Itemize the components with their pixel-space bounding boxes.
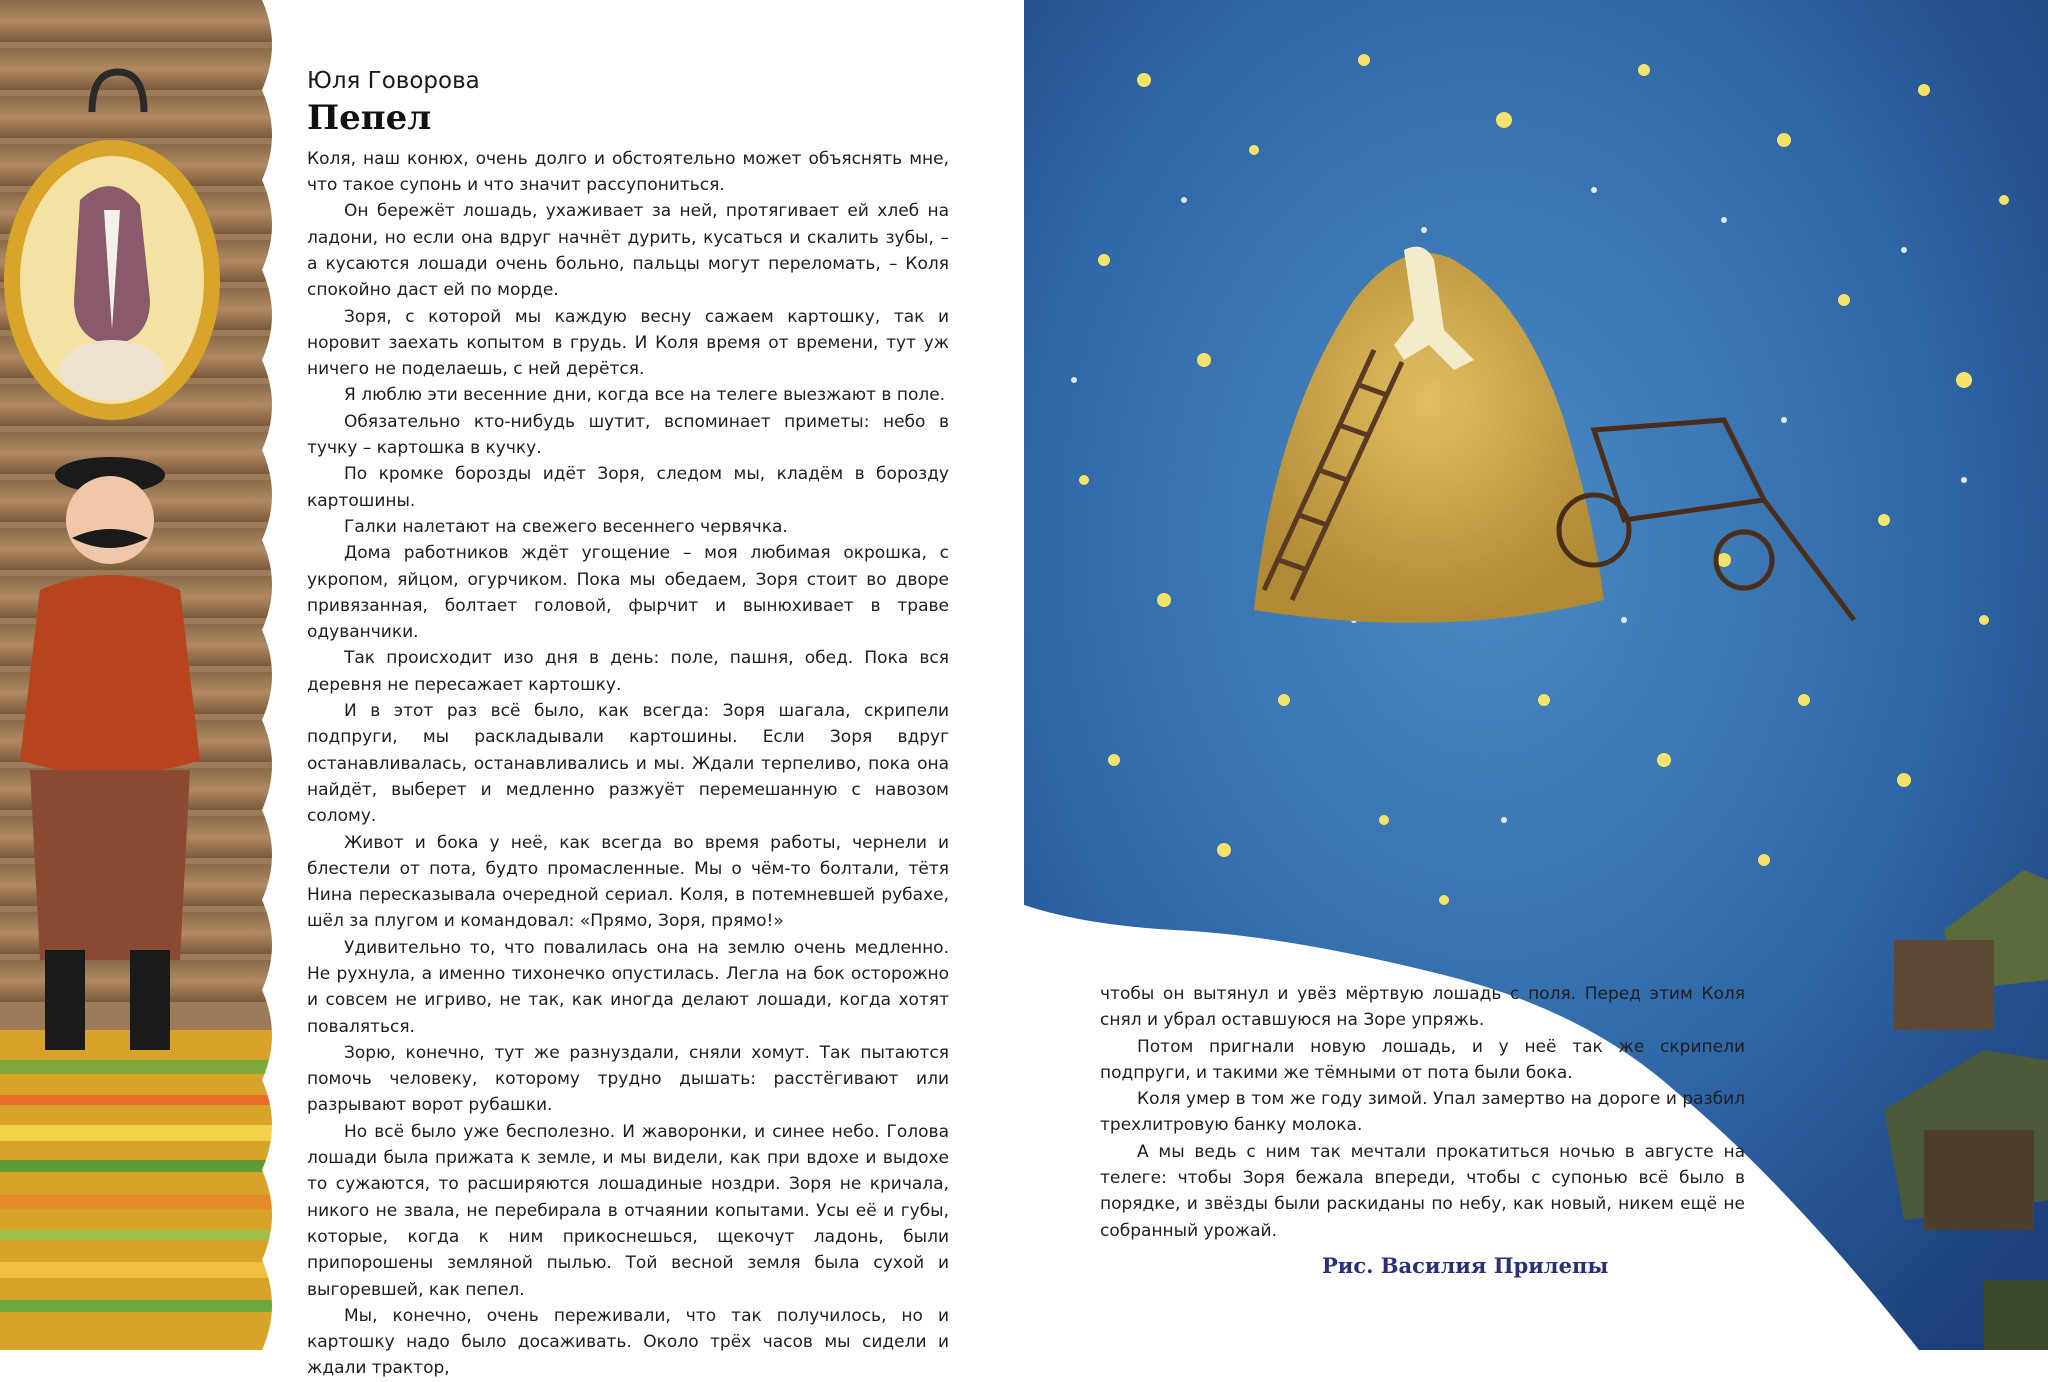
horse-portrait bbox=[4, 140, 220, 420]
paragraph: Зорю, конечно, тут же разнуздали, сняли хомут. Так пытаются помочь человеку, которому трудно дышать: расстёгивают или разрывают ворот рубашки. bbox=[307, 1042, 949, 1116]
paragraph: По кромке борозды идёт Зоря, следом мы, кладём в борозду картошины. bbox=[307, 464, 949, 511]
paragraph: Живот и бока у неё, как всегда во время работы, чернели и блестели от пота, будто промасленные. Мы о чём-то болтали, тётя Нина пересказывала очередной сериал. Коля, в потемневшей рубахе, шёл за плугом и командовал: «Прямо, Зоря, прямо!» bbox=[307, 832, 949, 932]
article-body-left bbox=[307, 146, 949, 1382]
paragraph: Обязательно кто-нибудь шутит, вспоминает приметы: небо в тучку – картошка в кучку. bbox=[307, 411, 949, 459]
article-column-left bbox=[307, 68, 949, 1382]
paragraph: Я люблю эти весенние дни, когда все на телеге выезжают в поле. bbox=[344, 385, 946, 406]
paragraph: Он бережёт лошадь, ухаживает за ней, протягивает ей хлеб на ладони, но если она вдруг начнёт дурить, кусаться и скалить зубы, – а кусаются лошади очень больно, пальцы могут переломать, – Коля спокойно даст ей по морде. bbox=[307, 201, 949, 301]
paragraph: А мы ведь с ним так мечтали прокатиться ночью в августе на телеге: чтобы Зоря бежала впереди, чтобы с супонью всё было в порядке, и звёзды были раскиданы по небу, как новый, никем ещё не собранный урожай. bbox=[1100, 1141, 1745, 1241]
paragraph: Коля умер в том же году зимой. Упал замертво на дороге и разбил трехлитровую банку молока. bbox=[1100, 1089, 1745, 1136]
paragraph: Дома работников ждёт угощение – моя любимая окрошка, с укропом, яйцом, огурчиком. Пока мы обедаем, Зоря стоит во дворе привязанная, болтает головой, фырчит и вынюхивает в траве одуванчики. bbox=[307, 543, 949, 643]
paragraph: Но всё было уже бесполезно. И жаворонки, и синее небо. Голова лошади была прижата к земле, и мы видели, как при вдохе и выдохе то сужаются, то расширяются лошадиные ноздри. Зоря не кричала, никого не звала, не перебирала в отчаянии копытами. Усы её и губы, которые, когда к ним прикоснешься, щекочут ладонь, были припорошены земляной пылью. Той весной земля была сухой и выгоревшей, как пепел. bbox=[307, 1121, 949, 1300]
paragraph: Мы, конечно, очень переживали, что так получилось, но и картошку надо было досаживать. Около трёх часов мы сидели и ждали трактор, bbox=[307, 1305, 949, 1379]
left-illustration-strip bbox=[0, 0, 290, 1350]
paragraph: Так происходит изо дня в день: поле, пашня, обед. Пока вся деревня не пересажает картошку. bbox=[307, 648, 949, 695]
paragraph: Удивительно то, что повалилась она на землю очень медленно. Не рухнула, а именно тихонечко опустилась. Легла на бок осторожно и совсем не игриво, не так, как иногда делают лошади, когда хотят поваляться. bbox=[307, 937, 949, 1037]
paragraph: Потом пригнали новую лошадь, и у неё так же скрипели подпруги, и такими же тёмными от пота были бока. bbox=[1100, 1036, 1745, 1083]
paragraph: И в этот раз всё было, как всегда: Зоря шагала, скрипели подпруги, мы раскладывали картошины. Если Зоря вдруг останавливалась, останавливались и мы. Ждали терпеливо, пока она найдёт, выберет и медленно разжуёт перемешанную с навозом солому. bbox=[307, 701, 949, 827]
article-column-right bbox=[1100, 981, 1745, 1244]
author-name: Юля Говорова bbox=[307, 68, 480, 94]
illustration-credit: Рис. Василия Прилепы bbox=[1322, 1253, 1609, 1278]
paragraph: чтобы он вытянул и увёз мёртвую лошадь с поля. Перед этим Коля снял и убрал оставшуюся на Зоре упряжь. bbox=[1100, 984, 1745, 1031]
article-title: Пепел bbox=[307, 97, 432, 138]
paragraph: Коля, наш конюх, очень долго и обстоятельно может объяснять мне, что такое супонь и что значит рассупониться. bbox=[307, 148, 949, 196]
paragraph: Галки налетают на свежего весеннего червячка. bbox=[344, 516, 788, 537]
striped-rug bbox=[0, 1030, 290, 1350]
paragraph: Зоря, с которой мы каждую весну сажаем картошку, так и норовит заехать копытом в грудь. И Коля время от времени, тут уж ничего не поделаешь, с ней дерётся. bbox=[307, 306, 949, 380]
